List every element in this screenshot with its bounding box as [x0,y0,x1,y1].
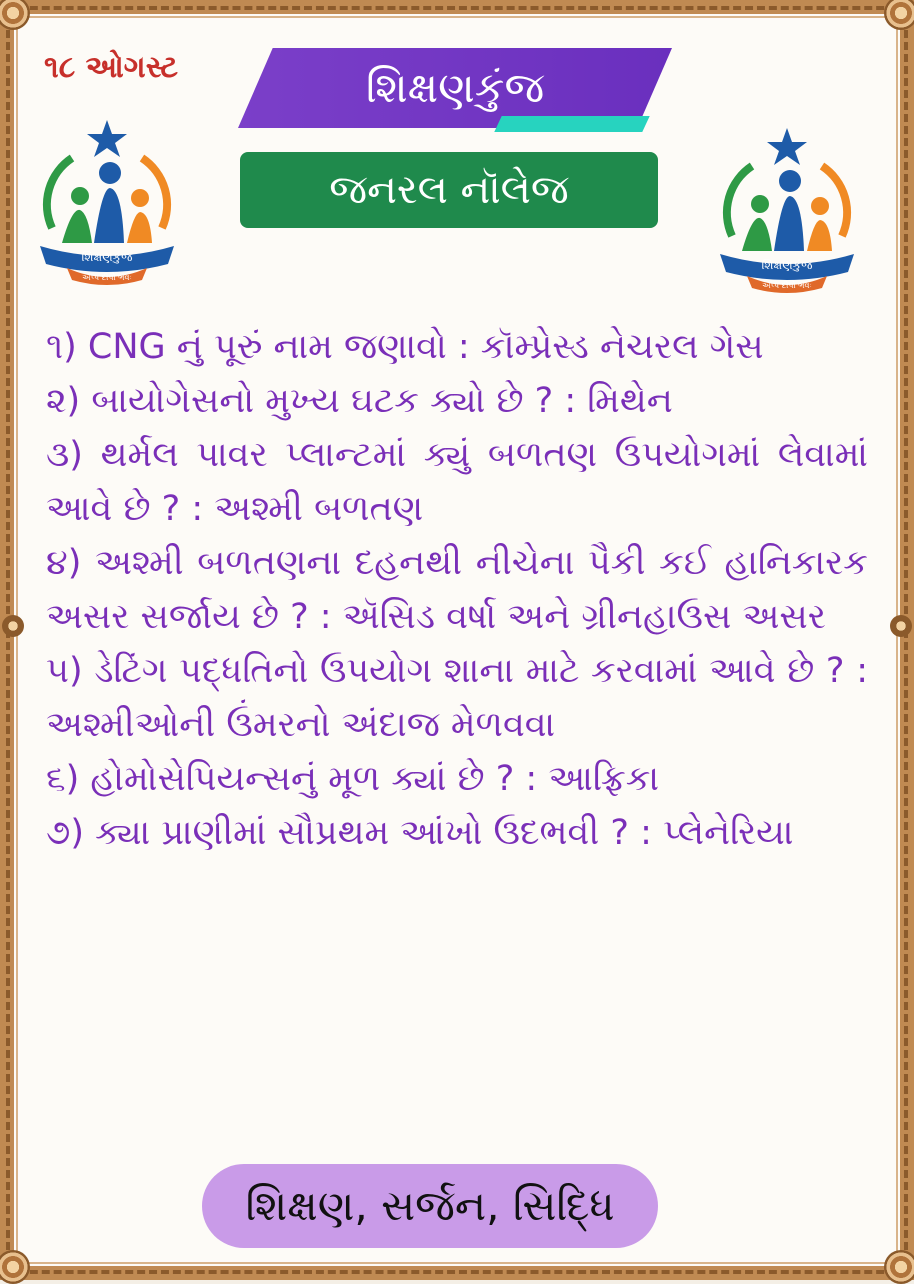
svg-text:અપ્પ દીપો ભવઃ: અપ્પ દીપો ભવઃ [82,273,132,282]
corner-ornament-top-right [884,0,914,30]
side-ornament-right [890,615,912,637]
question-item: ૭) ક્યા પ્રાણીમાં સૌપ્રથમ આંખો ઉદભવી ? : પ્લેનેરિયા [46,813,794,853]
logo-left [32,118,182,288]
logo-right [712,126,862,296]
question-item: ૩) થર્મલ પાવર પ્લાન્ટમાં ક્યું બળતણ ઉપયોગમાં લેવામાં આવે છે ? : અશ્મી બળતણ [46,435,868,529]
svg-text:શિક્ષણકુંજ: શિક્ષણકુંજ [81,250,133,264]
side-ornament-left [2,615,24,637]
svg-text:અપ્પ દીપો ભવઃ: અપ્પ દીપો ભવઃ [762,281,812,290]
brand-title: શિક્ષણકુંજ [365,63,545,112]
footer-slogan: શિક્ષણ, સર્જન, સિદ્ધિ [202,1164,658,1248]
question-item: ૫) ડેટિંગ પદ્ધતિનો ઉપયોગ શાના માટે કરવામાં આવે છે ? : અશ્મીઓની ઉંમરનો અંદાજ મેળવવા [46,651,868,745]
question-item: ૨) બાયોગેસનો મુખ્ય ઘટક ક્યો છે ? : મિથેન [46,381,673,421]
corner-ornament-bottom-right [884,1250,914,1284]
date-label: ૧૮ ઓગસ્ટ [44,50,179,85]
question-item: ૧) CNG નું પૂરું નામ જણાવો : કૉમ્પ્રેસ્ડ નેચરલ ગેસ [46,327,764,367]
svg-text:શિક્ષણકુંજ: શિક્ષણકુંજ [761,258,813,272]
brand-banner [238,48,672,128]
section-title: જનરલ નૉલેજ [240,152,658,228]
question-list [46,320,868,860]
question-item: ૬) હોમોસેપિયન્સનું મૂળ ક્યાં છે ? : આફ્રિકા [46,759,660,799]
question-item: ૪) અશ્મી બળતણના દહનથી નીચેના પૈકી કઈ હાનિકારક અસર સર્જાય છે ? : ઍસિડ વર્ષા અને ગ્રીનહાઉસ અસર [46,543,868,637]
